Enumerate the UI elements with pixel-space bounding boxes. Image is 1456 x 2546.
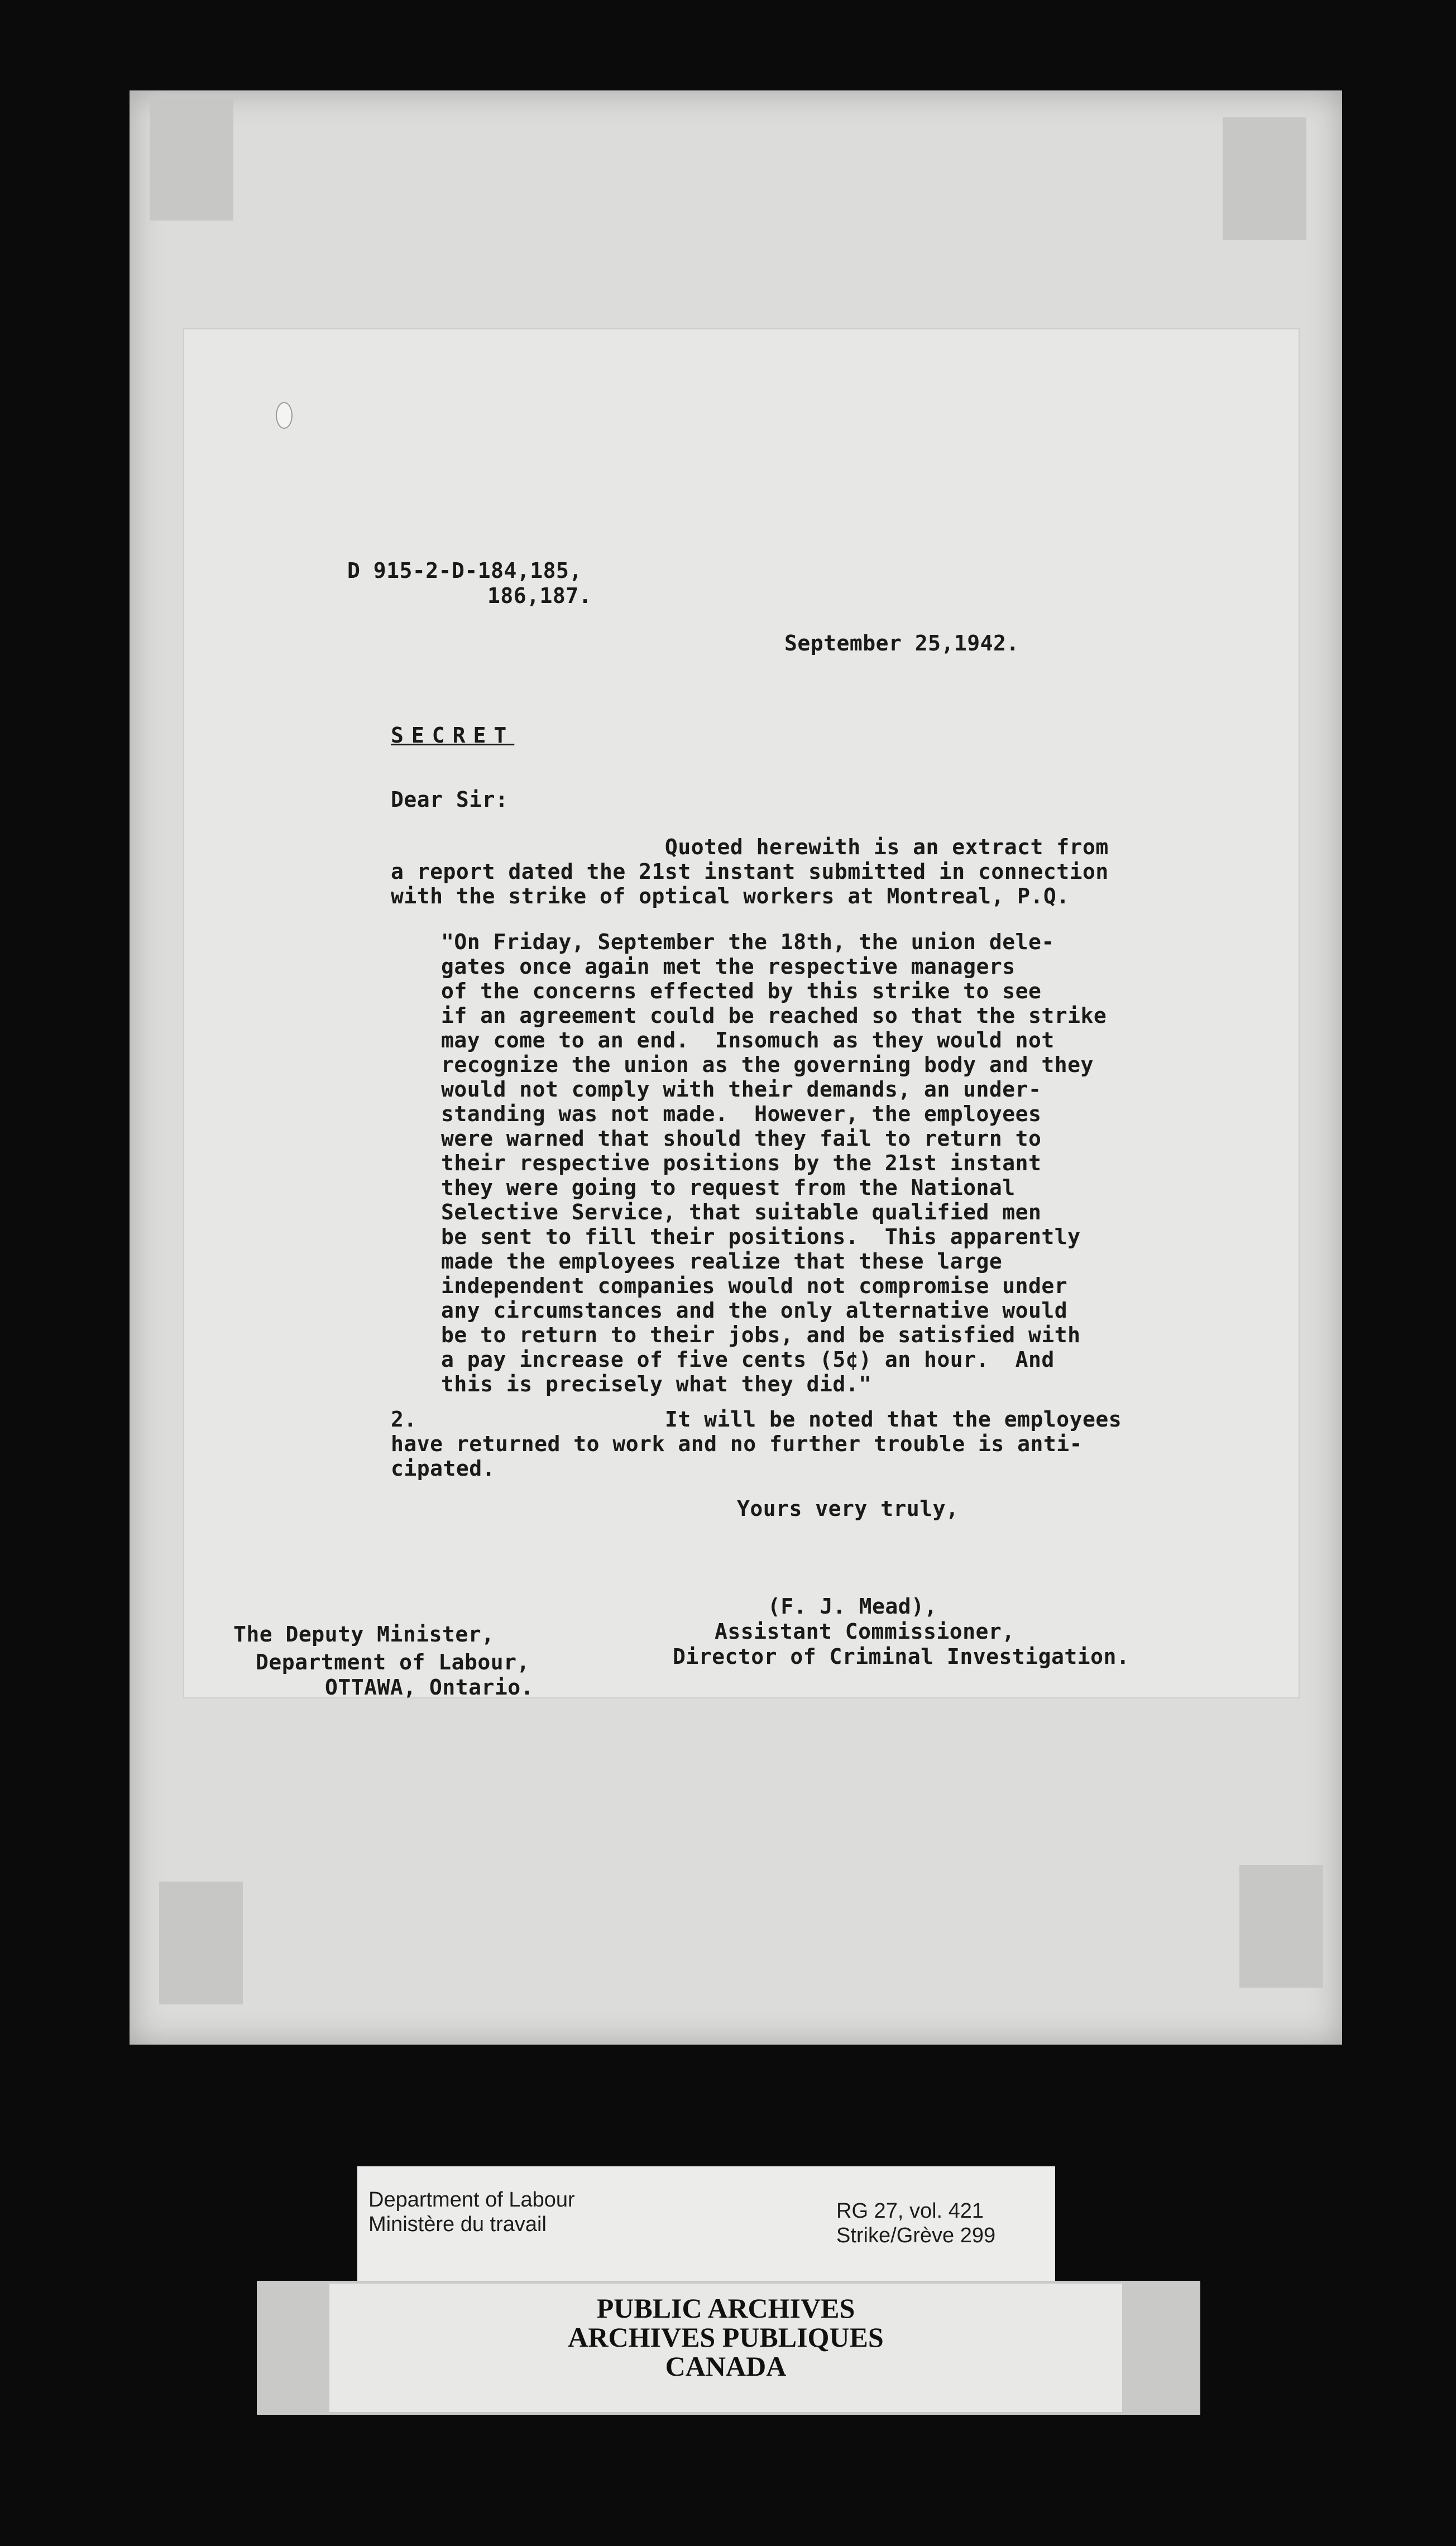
archive-name-french: ARCHIVES PUBLIQUES [568, 2322, 884, 2353]
archive-country: CANADA [665, 2351, 787, 2382]
paragraph-two: 2. It will be noted that the employees have returned to work and no further trouble is anti- cipated. [391, 1407, 1122, 1481]
classification-heading: SECRET [391, 723, 515, 748]
signature-name: (F. J. Mead), [768, 1594, 937, 1619]
mount-corner-bottom-left [159, 1882, 243, 2004]
department-french: Ministère du travail [368, 2213, 547, 2236]
department-english: Department of Labour [368, 2188, 575, 2212]
closing: Yours very truly, [737, 1496, 959, 1521]
quoted-extract: "On Friday, September the 18th, the union dele- gates once again met the respective managers of the concerns effected by this strike to see if an agreement could be reached so that the strike may come to an end. Insomuch as they would not recognize the union as the governing body and they would not comply with their demands, an under- standing was not made. However, the employees were warned that should they fail to return to their respective positions by the 21st instant they were going to request from the National Selective Service, that suitable qualified men be sent to fill their positions. This apparently made the employees realize that these large independent companies would not compromise under any circumstances and the only alternative would be to return to their jobs, and be satisfied with a pay increase of five cents (5¢) an hour. And this is precisely what they did." [441, 930, 1107, 1396]
file-reference: D 915-2-D-184,185, [347, 558, 582, 583]
intro-paragraph: Quoted herewith is an extract from a report dated the 21st instant submitted in connection with the strike of optical workers at Montreal, P.Q. [391, 835, 1109, 908]
salutation: Dear Sir: [391, 787, 509, 812]
record-group: RG 27, vol. 421 [836, 2199, 984, 2223]
signature-title-2: Director of Criminal Investigation. [673, 1644, 1130, 1669]
addressee-line-3: OTTAWA, Ontario. [325, 1675, 534, 1700]
letter-date: September 25,1942. [784, 631, 1019, 655]
punch-hole [276, 402, 293, 429]
mount-corner-bottom-right [1239, 1865, 1323, 1988]
strike-number: Strike/Grève 299 [836, 2224, 996, 2247]
archive-name-english: PUBLIC ARCHIVES [596, 2293, 855, 2324]
file-reference-continued: 186,187. [487, 583, 592, 608]
addressee-line-1: The Deputy Minister, [233, 1622, 495, 1647]
addressee-line-2: Department of Labour, [256, 1650, 530, 1674]
mount-corner-top-left [150, 98, 233, 221]
mount-corner-top-right [1223, 117, 1306, 240]
signature-title: Assistant Commissioner, [715, 1619, 1015, 1644]
